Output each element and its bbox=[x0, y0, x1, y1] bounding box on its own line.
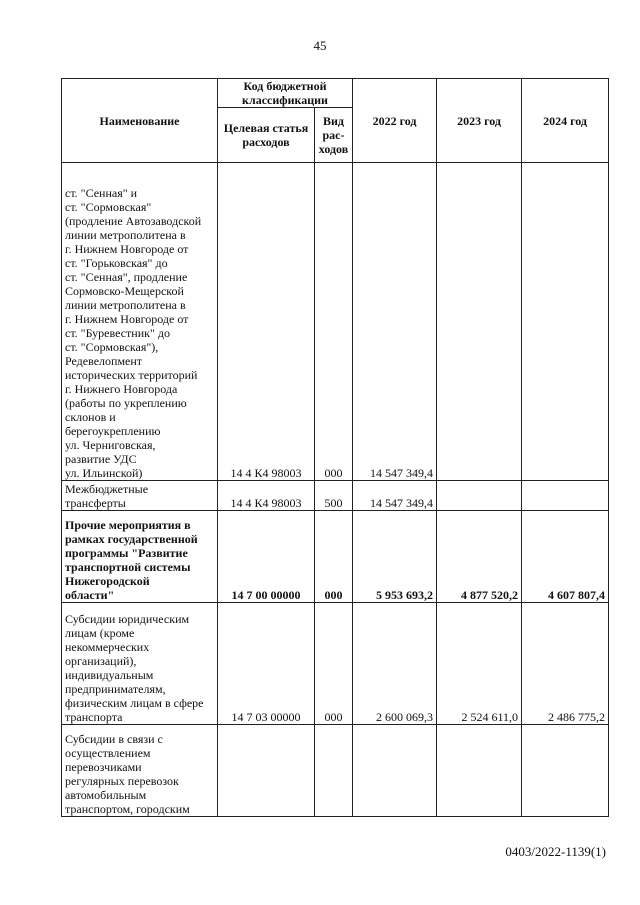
row-2024 bbox=[522, 481, 609, 511]
header-2023: 2023 год bbox=[437, 79, 522, 163]
table-header-row bbox=[62, 79, 609, 108]
row-2022: 5 953 693,2 bbox=[353, 511, 437, 603]
row-2023 bbox=[437, 481, 522, 511]
table-row bbox=[62, 511, 609, 603]
header-2024: 2024 год bbox=[522, 79, 609, 163]
row-2022: 14 547 349,4 bbox=[353, 481, 437, 511]
row-code: 14 4 К4 98003 bbox=[218, 481, 315, 511]
document-code: 0403/2022-1139(1) bbox=[505, 844, 606, 859]
header-target-article: Целевая статья расходов bbox=[218, 108, 315, 163]
budget-table bbox=[61, 78, 609, 817]
row-2023 bbox=[437, 163, 522, 481]
header-2022: 2022 год bbox=[353, 79, 437, 163]
row-2024 bbox=[522, 725, 609, 817]
row-name: Субсидии в связи с осуществлением перевозчиками регулярных перевозок автомобильным транспортом, городским bbox=[62, 725, 218, 817]
row-name: Межбюджетные трансферты bbox=[62, 481, 218, 511]
row-type: 500 bbox=[315, 481, 353, 511]
header-name: Наименование bbox=[62, 79, 218, 163]
row-type: 000 bbox=[315, 511, 353, 603]
row-2022 bbox=[353, 725, 437, 817]
row-2023 bbox=[437, 725, 522, 817]
row-type: 000 bbox=[315, 603, 353, 725]
budget-table-container bbox=[61, 78, 608, 817]
table-row bbox=[62, 603, 609, 725]
row-code: 14 7 03 00000 bbox=[218, 603, 315, 725]
row-2022: 14 547 349,4 bbox=[353, 163, 437, 481]
header-expense-type: Вид рас-ходов bbox=[315, 108, 353, 163]
row-code: 14 7 00 00000 bbox=[218, 511, 315, 603]
row-code bbox=[218, 725, 315, 817]
row-2022: 2 600 069,3 bbox=[353, 603, 437, 725]
row-2024 bbox=[522, 163, 609, 481]
row-2024: 4 607 807,4 bbox=[522, 511, 609, 603]
page-number: 45 bbox=[313, 38, 327, 53]
table-row bbox=[62, 725, 609, 817]
row-2023: 2 524 611,0 bbox=[437, 603, 522, 725]
row-name: Прочие мероприятия в рамках государственной программы "Развитие транспортной системы Нижегородской области" bbox=[62, 511, 218, 603]
row-2024: 2 486 775,2 bbox=[522, 603, 609, 725]
row-type bbox=[315, 725, 353, 817]
table-row bbox=[62, 481, 609, 511]
row-name: ст. "Сенная" и ст. "Сормовская" (продление Автозаводской линии метрополитена в г. Нижнем Новгороде от ст. "Горьковская" до ст. "Сенная", продление Сормовско-Мещерской линии метрополитена в г. Нижнем Новгороде от ст. "Буревестник" до ст. "Сормовская"), Редевелопмент исторических территорий г. Нижнего Новгорода (работы по укреплению склонов и берегоукреплению ул. Черниговская, развитие УДС ул. Ильинской) bbox=[62, 163, 218, 481]
row-2023: 4 877 520,2 bbox=[437, 511, 522, 603]
table-row bbox=[62, 163, 609, 481]
row-code: 14 4 К4 98003 bbox=[218, 163, 315, 481]
header-code-group: Код бюджетной классификации bbox=[218, 79, 353, 108]
row-type: 000 bbox=[315, 163, 353, 481]
row-name: Субсидии юридическим лицам (кроме некоммерческих организаций), индивидуальным предпринимателям, физическим лицам в сфере транспорта bbox=[62, 603, 218, 725]
